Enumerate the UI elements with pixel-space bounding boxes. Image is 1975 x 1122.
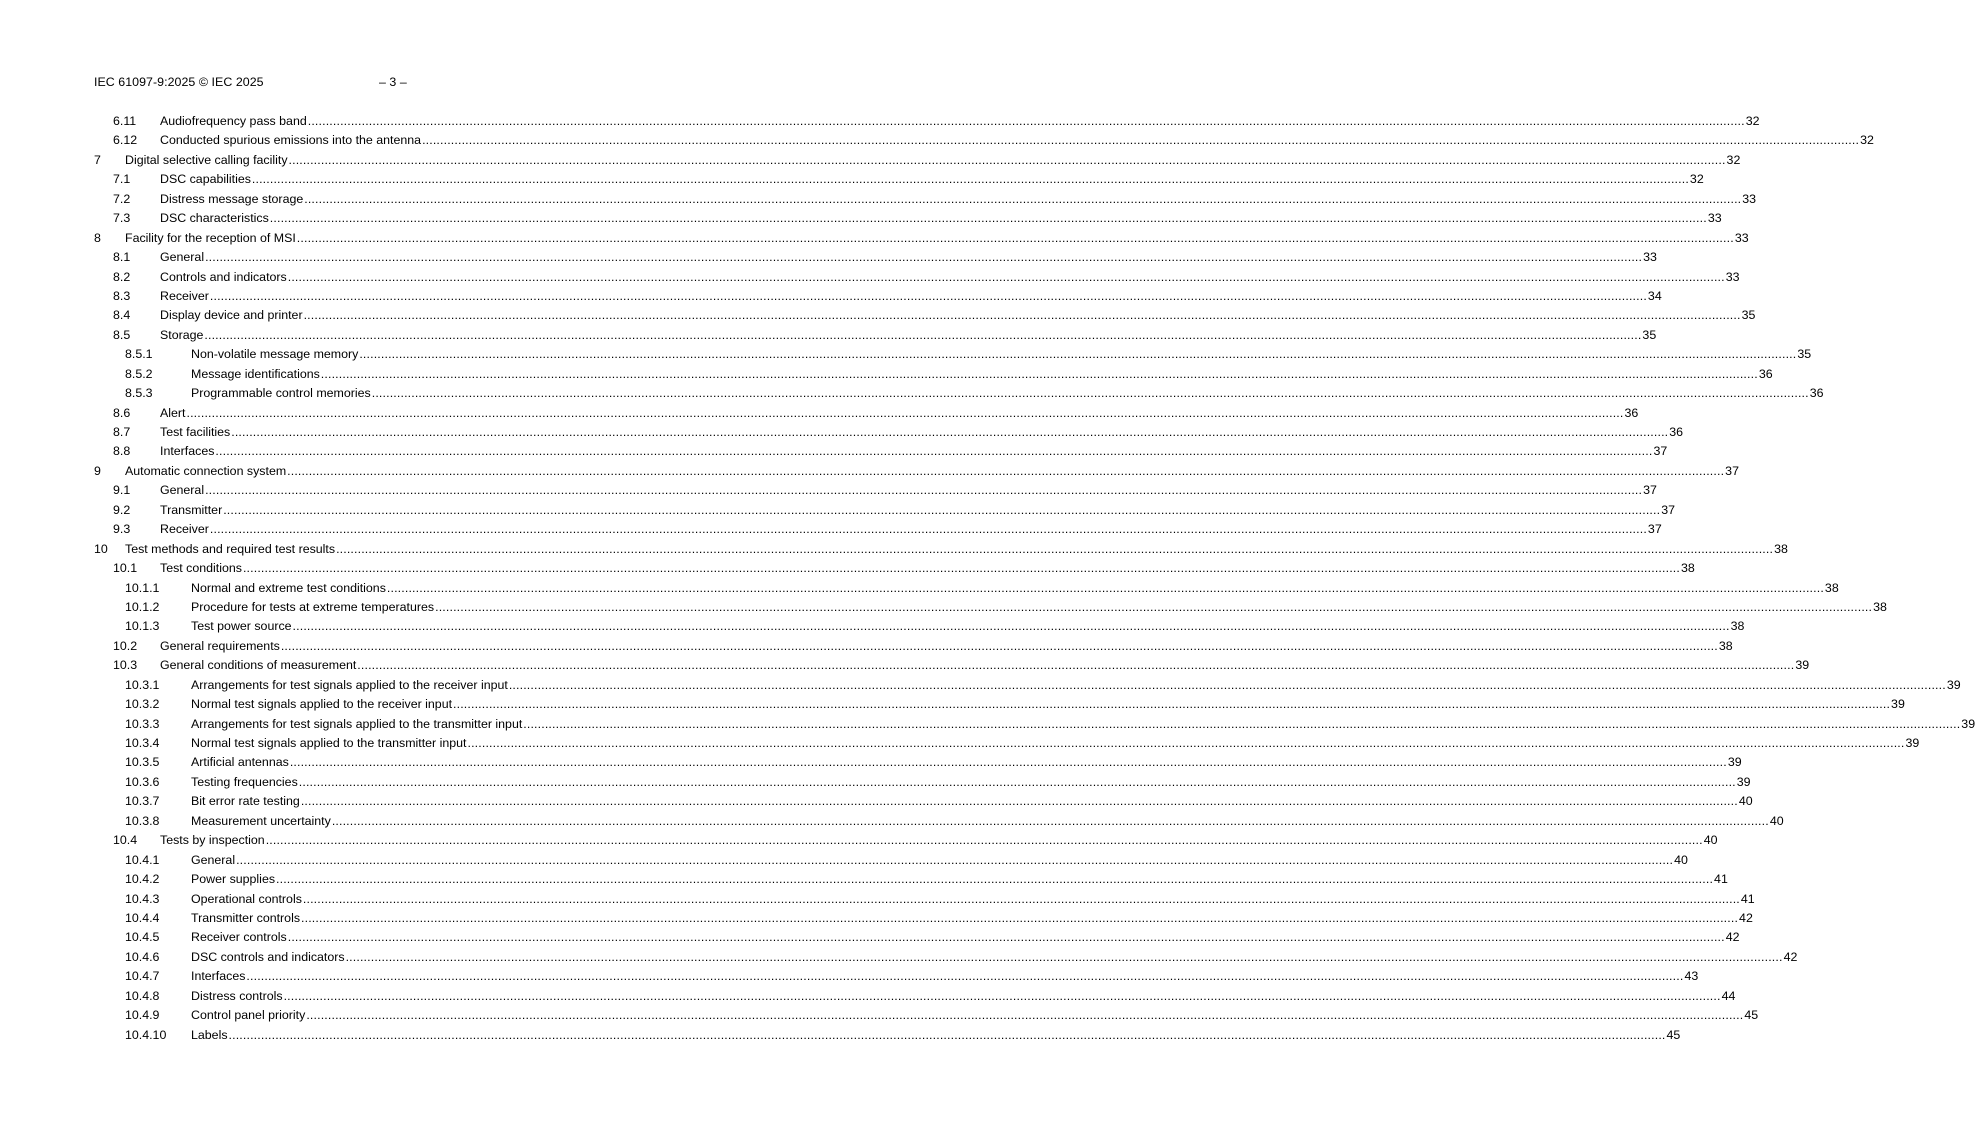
dot-leader: ................................................................................................................................................................................................................................................................................................................................................................................................................ (307, 114, 1745, 128)
toc-entry-title: Test conditions (160, 561, 242, 576)
dot-leader: ................................................................................................................................................................................................................................................................................................................................................................................................................ (301, 910, 1739, 925)
toc-entry-number: 8.5.2 (125, 366, 153, 381)
toc-entry-number: 10.3.8 (125, 813, 160, 828)
toc-entry-page: 32 (1689, 172, 1704, 187)
dot-leader: ................................................................................................................................................................................................................................................................................................................................................................................................................ (287, 930, 1725, 945)
dot-leader: ................................................................................................................................................................................................................................................................................................................................................................................................................ (269, 211, 1707, 226)
toc-entry[interactable] (94, 365, 1773, 384)
toc-entry-body (160, 520, 1662, 539)
toc-entry-title: DSC controls and indicators (191, 949, 345, 964)
toc-entry-body (191, 948, 1798, 967)
toc-entry-title: Conducted spurious emissions into the antenna (160, 133, 422, 148)
toc-entry-title: Power supplies (191, 872, 276, 887)
toc-entry[interactable] (94, 1006, 1759, 1025)
toc-entry-number: 10.3.1 (125, 677, 160, 692)
toc-entry-body (191, 365, 1773, 384)
dot-leader: ................................................................................................................................................................................................................................................................................................................................................................................................................ (298, 774, 1736, 789)
toc-entry-page: 36 (1809, 386, 1824, 401)
toc-entry-body (160, 442, 1668, 461)
toc-entry-number: 8.6 (113, 405, 131, 420)
toc-entry-title: Test methods and required test results (125, 541, 336, 556)
toc-entry-number: 7.2 (113, 191, 131, 206)
toc-entry-title: Receiver (160, 522, 209, 537)
toc-entry-body (160, 190, 1757, 209)
toc-entry[interactable] (94, 695, 1905, 714)
toc-entry-page: 42 (1725, 930, 1740, 945)
toc-entry[interactable] (94, 131, 1874, 150)
toc-entry-body (160, 326, 1657, 345)
toc-entry-title: General (191, 852, 236, 867)
toc-entry-body (191, 851, 1688, 870)
toc-entry-body (191, 695, 1905, 714)
toc-entry-number: 10.3.5 (125, 755, 160, 770)
toc-entry-body (191, 579, 1839, 598)
toc-entry-page: 39 (1905, 736, 1920, 750)
toc-entry-number: 8.1 (113, 250, 131, 265)
toc-entry-page: 44 (1721, 988, 1736, 1003)
toc-entry-page: 38 (1718, 638, 1733, 653)
toc-entry[interactable] (94, 559, 1695, 578)
dot-leader: ................................................................................................................................................................................................................................................................................................................................................................................................................ (304, 191, 1742, 206)
toc-entry-page: 38 (1680, 561, 1695, 576)
dot-leader: ................................................................................................................................................................................................................................................................................................................................................................................................................ (386, 580, 1824, 595)
dot-leader: ................................................................................................................................................................................................................................................................................................................................................................................................................ (205, 250, 1643, 265)
dot-leader: ................................................................................................................................................................................................................................................................................................................................................................................................................ (508, 677, 1946, 692)
toc-entry-page: 41 (1714, 872, 1728, 887)
toc-entry-page: 34 (1647, 288, 1662, 303)
toc-entry-page: 37 (1653, 444, 1668, 459)
toc-entry-title: Automatic connection system (125, 463, 287, 478)
toc-entry-page: 40 (1674, 852, 1688, 867)
toc-entry[interactable] (94, 792, 1753, 811)
toc-entry-title: Artificial antennas (191, 755, 289, 770)
toc-entry-title: General (160, 483, 205, 498)
toc-entry-number: 8.5.1 (125, 347, 153, 362)
toc-entry-number: 6.11 (113, 114, 137, 128)
toc-entry-page: 40 (1738, 794, 1753, 809)
toc-entry[interactable] (94, 715, 1975, 734)
dot-leader: ................................................................................................................................................................................................................................................................................................................................................................................................................ (236, 852, 1674, 867)
toc-entry[interactable] (94, 928, 1740, 947)
toc-entry-title: Storage (160, 327, 204, 342)
toc-entry-number: 8.5.3 (125, 386, 153, 401)
toc-entry[interactable] (94, 967, 1699, 986)
toc-entry[interactable] (94, 773, 1751, 792)
toc-entry-body (191, 890, 1755, 909)
toc-entry-body (191, 734, 1920, 753)
toc-entry[interactable] (94, 306, 1756, 325)
toc-entry-page: 33 (1742, 191, 1757, 206)
toc-entry-body (125, 229, 1749, 248)
toc-entry-title: Programmable control memories (191, 386, 371, 401)
toc-entry-page: 36 (1758, 366, 1773, 381)
toc-entry-number: 10.3.7 (125, 794, 160, 809)
toc-entry-body (160, 170, 1704, 189)
toc-entry-body (160, 287, 1662, 306)
toc-entry-title: Normal test signals applied to the receiver input (191, 697, 453, 712)
toc-entry-number: 10.4.8 (125, 988, 160, 1003)
toc-entry-title: General (160, 250, 205, 265)
toc-entry-body (160, 209, 1722, 228)
toc-entry-number: 8.3 (113, 288, 131, 303)
toc-entry-page: 32 (1860, 133, 1874, 148)
toc-entry-page: 37 (1643, 483, 1657, 498)
toc-entry-page: 38 (1774, 541, 1788, 556)
toc-entry-number: 9 (94, 463, 101, 478)
toc-entry-page: 39 (1795, 658, 1810, 673)
toc-entry-title: Normal and extreme test conditions (191, 580, 386, 595)
toc-entry-title: Arrangements for test signals applied to the transmitter input (191, 716, 523, 731)
toc-entry-number: 10.3.3 (125, 716, 160, 731)
toc-entry-title: General conditions of measurement (160, 658, 357, 673)
toc-entry-page: 40 (1703, 833, 1718, 848)
toc-entry-body (160, 112, 1760, 131)
toc-entry-number: 8.2 (113, 269, 131, 284)
toc-entry-number: 10.4.5 (125, 930, 160, 945)
toc-entry-title: Receiver (160, 288, 209, 303)
dot-leader: ................................................................................................................................................................................................................................................................................................................................................................................................................ (303, 308, 1741, 323)
toc-entry-body (125, 540, 1788, 559)
toc-entry[interactable] (94, 345, 1812, 364)
toc-entry-body (191, 1026, 1681, 1045)
toc-entry[interactable] (94, 948, 1798, 967)
toc-entry[interactable] (94, 229, 1749, 248)
toc-entry[interactable] (94, 753, 1742, 772)
toc-entry[interactable] (94, 520, 1662, 539)
toc-entry[interactable] (94, 248, 1657, 267)
toc-entry-title: Normal test signals applied to the transmitter input (191, 736, 467, 750)
toc-entry-number: 10.4 (113, 833, 138, 848)
dot-leader: ................................................................................................................................................................................................................................................................................................................................................................................................................ (228, 1027, 1666, 1042)
toc-entry-number: 10.4.7 (125, 969, 160, 984)
toc-entry-page: 33 (1734, 230, 1749, 245)
dot-leader: ................................................................................................................................................................................................................................................................................................................................................................................................................ (306, 1008, 1744, 1023)
toc-entry-title: DSC characteristics (160, 211, 269, 226)
toc-entry-title: Labels (191, 1027, 228, 1042)
toc-entry-number: 9.3 (113, 522, 131, 537)
toc-entry-number: 10.3.6 (125, 774, 160, 789)
toc-entry-page: 32 (1726, 152, 1741, 167)
toc-entry[interactable] (94, 481, 1657, 500)
toc-entry-page: 39 (1961, 716, 1975, 731)
toc-entry-page: 43 (1684, 969, 1699, 984)
toc-entry[interactable] (94, 326, 1657, 345)
toc-entry-number: 9.1 (113, 483, 131, 498)
toc-entry-number: 10.4.1 (125, 852, 160, 867)
toc-entry-page: 36 (1669, 425, 1684, 439)
toc-entry-page: 35 (1741, 308, 1756, 323)
toc-entry-number: 10.1.3 (125, 619, 160, 634)
toc-entry[interactable] (94, 404, 1639, 423)
dot-leader: ................................................................................................................................................................................................................................................................................................................................................................................................................ (331, 813, 1769, 828)
toc-entry[interactable] (94, 112, 1760, 131)
toc-entry-body (191, 384, 1824, 403)
toc-entry-body (191, 792, 1753, 811)
dot-leader: ................................................................................................................................................................................................................................................................................................................................................................................................................ (287, 463, 1725, 478)
toc-entry-title: Distress message storage (160, 191, 304, 206)
toc-entry[interactable] (94, 890, 1755, 909)
toc-entry-body (160, 501, 1676, 520)
dot-leader: ................................................................................................................................................................................................................................................................................................................................................................................................................ (209, 288, 1647, 303)
toc-entry-page: 37 (1725, 463, 1739, 478)
toc-entry[interactable] (94, 442, 1668, 461)
toc-entry-body (191, 617, 1745, 636)
toc-entry-body (160, 656, 1810, 675)
toc-entry[interactable] (94, 540, 1788, 559)
toc-entry-title: Measurement uncertainty (191, 813, 331, 828)
dot-leader: ................................................................................................................................................................................................................................................................................................................................................................................................................ (523, 716, 1961, 731)
toc-entry-page: 33 (1643, 250, 1657, 265)
page-header (94, 75, 407, 89)
dot-leader: ................................................................................................................................................................................................................................................................................................................................................................................................................ (371, 386, 1809, 401)
dot-leader: ................................................................................................................................................................................................................................................................................................................................................................................................................ (242, 561, 1680, 576)
toc-entry-body (160, 306, 1756, 325)
dot-leader: ................................................................................................................................................................................................................................................................................................................................................................................................................ (302, 891, 1740, 906)
toc-entry-page: 33 (1707, 211, 1722, 226)
dot-leader: ................................................................................................................................................................................................................................................................................................................................................................................................................ (231, 425, 1669, 439)
toc-entry-number: 10.3.4 (125, 736, 160, 750)
toc-entry-number: 10.3.2 (125, 697, 160, 712)
page-number: – 3 – (379, 75, 407, 89)
toc-entry-number: 6.12 (113, 133, 138, 148)
toc-entry-title: Testing frequencies (191, 774, 298, 789)
toc-entry-page: 36 (1624, 405, 1639, 420)
toc-entry-title: Audiofrequency pass band (160, 114, 307, 128)
toc-entry-number: 10.1.2 (125, 599, 160, 614)
toc-entry-number: 10.1 (113, 561, 138, 576)
toc-entry-body (125, 151, 1741, 170)
toc-entry-body (191, 753, 1742, 772)
toc-entry[interactable] (94, 423, 1684, 442)
toc-entry-title: Transmitter controls (191, 910, 301, 925)
toc-entry-number: 10.1.1 (125, 580, 160, 595)
dot-leader: ................................................................................................................................................................................................................................................................................................................................................................................................................ (276, 872, 1714, 887)
toc-entry-number: 8.7 (113, 425, 131, 439)
toc-entry-title: Receiver controls (191, 930, 287, 945)
toc-entry-page: 38 (1730, 619, 1745, 634)
toc-entry-title: Digital selective calling facility (125, 152, 288, 167)
toc-entry-number: 10.4.2 (125, 872, 160, 887)
toc-entry[interactable] (94, 831, 1718, 850)
toc-entry-page: 45 (1666, 1027, 1681, 1042)
dot-leader: ................................................................................................................................................................................................................................................................................................................................................................................................................ (435, 599, 1873, 614)
toc-entry-number: 8.8 (113, 444, 131, 459)
toc-entry-page: 38 (1824, 580, 1839, 595)
toc-entry[interactable] (94, 851, 1688, 870)
toc-entry-body (191, 773, 1751, 792)
dot-leader: ................................................................................................................................................................................................................................................................................................................................................................................................................ (265, 833, 1703, 848)
toc-entry-body (191, 345, 1812, 364)
toc-entry[interactable] (94, 170, 1704, 189)
toc-entry-number: 8.5 (113, 327, 131, 342)
toc-entry-number: 10.4.9 (125, 1008, 160, 1023)
dot-leader: ................................................................................................................................................................................................................................................................................................................................................................................................................ (357, 658, 1795, 673)
toc-entry-page: 40 (1769, 813, 1784, 828)
toc-entry-body (160, 423, 1684, 442)
dot-leader: ................................................................................................................................................................................................................................................................................................................................................................................................................ (467, 736, 1905, 750)
toc-entry-title: Test facilities (160, 425, 231, 439)
toc-entry-title: General requirements (160, 638, 280, 653)
toc-entry-page: 35 (1642, 327, 1657, 342)
toc-entry-title: Operational controls (191, 891, 302, 906)
dot-leader: ................................................................................................................................................................................................................................................................................................................................................................................................................ (292, 619, 1730, 634)
dot-leader: ................................................................................................................................................................................................................................................................................................................................................................................................................ (205, 483, 1643, 498)
toc-entry-page: 41 (1740, 891, 1755, 906)
toc-entry-body (160, 637, 1733, 656)
toc-entry-number: 10 (94, 541, 108, 556)
toc-entry-page: 39 (1736, 774, 1751, 789)
toc-entry-body (191, 715, 1975, 734)
dot-leader: ................................................................................................................................................................................................................................................................................................................................................................................................................ (453, 697, 1891, 712)
toc-entry-title: DSC capabilities (160, 172, 251, 187)
toc-entry-page: 39 (1946, 677, 1961, 692)
toc-entry-number: 7.1 (113, 172, 131, 187)
toc-entry-body (125, 462, 1739, 481)
toc-entry[interactable] (94, 617, 1745, 636)
toc-entry-title: Procedure for tests at extreme temperatures (191, 599, 435, 614)
toc-entry-number: 8 (94, 230, 101, 245)
toc-entry[interactable] (94, 287, 1662, 306)
dot-leader: ................................................................................................................................................................................................................................................................................................................................................................................................................ (209, 522, 1647, 537)
toc-entry-body (160, 831, 1718, 850)
toc-entry[interactable] (94, 909, 1753, 928)
dot-leader: ................................................................................................................................................................................................................................................................................................................................................................................................................ (204, 327, 1642, 342)
dot-leader: ................................................................................................................................................................................................................................................................................................................................................................................................................ (223, 502, 1661, 517)
toc-entry-title: Test power source (191, 619, 292, 634)
dot-leader: ................................................................................................................................................................................................................................................................................................................................................................................................................ (359, 347, 1797, 362)
dot-leader: ................................................................................................................................................................................................................................................................................................................................................................................................................ (300, 794, 1738, 809)
toc-entry-number: 10.4.10 (125, 1027, 167, 1042)
toc-entry[interactable] (94, 598, 1887, 617)
toc-entry[interactable] (94, 579, 1839, 598)
dot-leader: ................................................................................................................................................................................................................................................................................................................................................................................................................ (345, 949, 1783, 964)
toc-entry-body (191, 676, 1961, 695)
toc-entry-page: 35 (1797, 347, 1812, 362)
toc-entry[interactable] (94, 870, 1728, 889)
table-of-contents (94, 112, 1975, 1045)
toc-entry[interactable] (94, 501, 1676, 520)
toc-entry-title: Facility for the reception of MSI (125, 230, 296, 245)
dot-leader: ................................................................................................................................................................................................................................................................................................................................................................................................................ (422, 133, 1860, 148)
toc-entry-page: 38 (1873, 599, 1887, 614)
toc-entry-page: 42 (1783, 949, 1798, 964)
toc-entry-page: 37 (1647, 522, 1662, 537)
toc-entry-number: 10.4.6 (125, 949, 160, 964)
toc-entry[interactable] (94, 676, 1961, 695)
dot-leader: ................................................................................................................................................................................................................................................................................................................................................................................................................ (251, 172, 1689, 187)
toc-entry-body (160, 131, 1874, 150)
toc-entry[interactable] (94, 268, 1740, 287)
toc-entry-title: Distress controls (191, 988, 283, 1003)
dot-leader: ................................................................................................................................................................................................................................................................................................................................................................................................................ (283, 988, 1721, 1003)
toc-entry-body (191, 928, 1740, 947)
dot-leader: ................................................................................................................................................................................................................................................................................................................................................................................................................ (296, 230, 1734, 245)
toc-entry[interactable] (94, 637, 1733, 656)
toc-entry[interactable] (94, 1026, 1681, 1045)
dot-leader: ................................................................................................................................................................................................................................................................................................................................................................................................................ (186, 405, 1624, 420)
toc-entry-page: 32 (1745, 114, 1760, 128)
toc-entry-page: 37 (1661, 502, 1676, 517)
toc-entry-body (160, 248, 1657, 267)
toc-entry-title: Non-volatile message memory (191, 347, 359, 362)
toc-entry-body (160, 481, 1657, 500)
toc-entry-body (191, 1006, 1759, 1025)
toc-entry-title: Transmitter (160, 502, 223, 517)
toc-entry[interactable] (94, 656, 1810, 675)
toc-entry-title: Control panel priority (191, 1008, 306, 1023)
toc-entry-page: 39 (1727, 755, 1742, 770)
toc-entry-title: Bit error rate testing (191, 794, 300, 809)
toc-entry-title: Controls and indicators (160, 269, 287, 284)
toc-entry[interactable] (94, 209, 1722, 228)
dot-leader: ................................................................................................................................................................................................................................................................................................................................................................................................................ (215, 444, 1653, 459)
toc-entry[interactable] (94, 190, 1757, 209)
toc-entry-number: 10.2 (113, 638, 138, 653)
toc-entry-page: 45 (1744, 1008, 1759, 1023)
toc-entry-number: 9.2 (113, 502, 131, 517)
toc-entry-body (160, 404, 1639, 423)
toc-entry-body (191, 909, 1753, 928)
toc-entry-number: 10.4.3 (125, 891, 160, 906)
toc-entry-title: Interfaces (191, 969, 246, 984)
toc-entry-title: Arrangements for test signals applied to the receiver input (191, 677, 508, 692)
toc-entry-number: 7 (94, 152, 101, 167)
toc-entry[interactable] (94, 462, 1739, 481)
dot-leader: ................................................................................................................................................................................................................................................................................................................................................................................................................ (320, 366, 1758, 381)
toc-entry-title: Interfaces (160, 444, 215, 459)
toc-entry-title: Alert (160, 405, 186, 420)
toc-entry-body (191, 987, 1736, 1006)
toc-entry[interactable] (94, 987, 1736, 1006)
toc-entry-number: 10.3 (113, 658, 138, 673)
toc-entry[interactable] (94, 151, 1741, 170)
dot-leader: ................................................................................................................................................................................................................................................................................................................................................................................................................ (288, 152, 1726, 167)
dot-leader: ................................................................................................................................................................................................................................................................................................................................................................................................................ (287, 269, 1725, 284)
toc-entry[interactable] (94, 384, 1824, 403)
toc-entry-body (191, 812, 1784, 831)
dot-leader: ................................................................................................................................................................................................................................................................................................................................................................................................................ (336, 541, 1774, 556)
toc-entry-title: Display device and printer (160, 308, 303, 323)
dot-leader: ................................................................................................................................................................................................................................................................................................................................................................................................................ (280, 638, 1718, 653)
document-id: IEC 61097-9:2025 © IEC 2025 (94, 75, 264, 89)
dot-leader: ................................................................................................................................................................................................................................................................................................................................................................................................................ (246, 969, 1684, 984)
toc-entry-page: 39 (1891, 697, 1905, 712)
toc-entry[interactable] (94, 812, 1784, 831)
toc-entry-body (191, 598, 1887, 617)
toc-entry-body (160, 559, 1695, 578)
toc-entry-number: 7.3 (113, 211, 131, 226)
toc-entry-number: 8.4 (113, 308, 131, 323)
dot-leader: ................................................................................................................................................................................................................................................................................................................................................................................................................ (289, 755, 1727, 770)
toc-entry-title: Message identifications (191, 366, 320, 381)
toc-entry-body (191, 967, 1699, 986)
toc-entry-page: 33 (1725, 269, 1740, 284)
toc-entry-body (191, 870, 1728, 889)
toc-entry-body (160, 268, 1740, 287)
toc-entry[interactable] (94, 734, 1920, 753)
toc-entry-page: 42 (1739, 910, 1753, 925)
toc-entry-title: Tests by inspection (160, 833, 265, 848)
toc-entry-number: 10.4.4 (125, 910, 160, 925)
